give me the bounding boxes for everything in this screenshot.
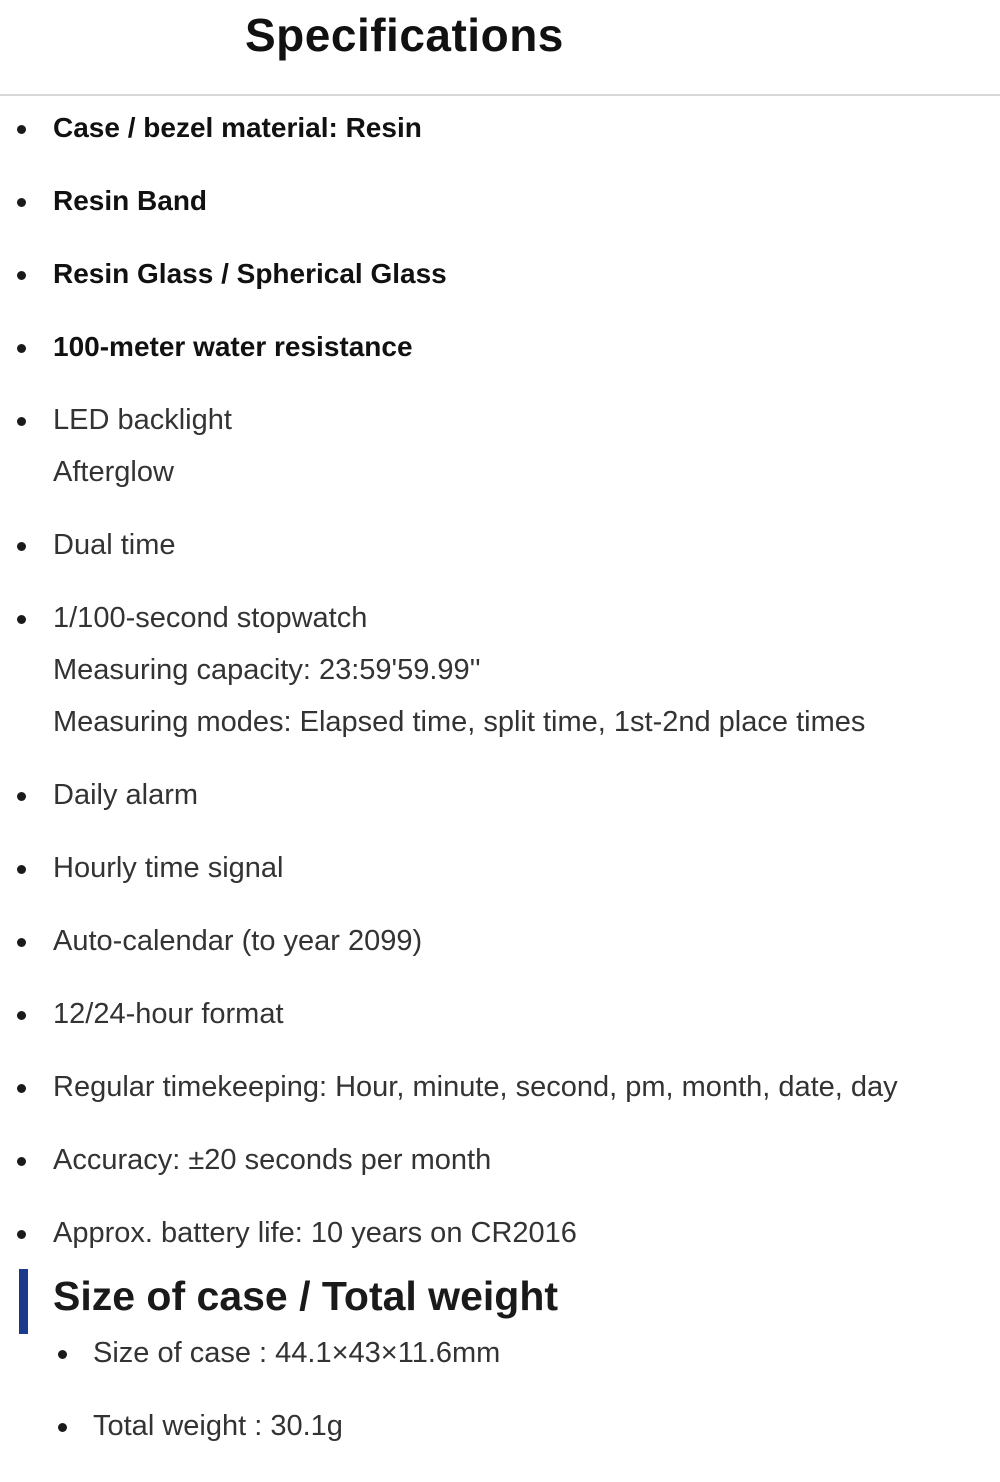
bullet-icon [17,938,26,947]
spec-line: Accuracy: ±20 seconds per month [53,1144,492,1176]
spec-subline: Measuring modes: Elapsed time, split time, 1st-2nd place times [53,706,866,738]
bullet-icon [17,792,26,801]
section-title: Size of case / Total weight [53,1273,559,1319]
spec-line: Dual time [53,529,176,561]
bullet-icon [17,1157,26,1166]
bullet-icon [17,1230,26,1239]
spec-line: LED backlight [53,404,232,436]
bullet-icon [17,417,26,426]
bullet-icon [17,344,26,353]
bullet-icon [17,1011,26,1020]
bullet-icon [17,198,26,207]
bullet-icon [17,1084,26,1093]
size-line: Size of case : 44.1×43×11.6mm [93,1337,501,1369]
bullet-icon [58,1350,67,1359]
size-line: Total weight : 30.1g [93,1410,343,1442]
spec-line: 1/100-second stopwatch [53,602,368,634]
spec-line: Auto-calendar (to year 2099) [53,925,423,957]
bullet-icon [17,542,26,551]
spec-line: Case / bezel material: Resin [53,112,422,143]
spec-subline: Measuring capacity: 23:59'59.99'' [53,654,481,686]
bullet-icon [17,615,26,624]
spec-line: 12/24-hour format [53,998,284,1030]
page-title: Specifications [245,9,564,61]
section-accent-bar [19,1269,28,1334]
spec-line: Approx. battery life: 10 years on CR2016 [53,1217,577,1249]
spec-line: Resin Glass / Spherical Glass [53,258,447,289]
page-header [0,0,1000,96]
bullet-icon [17,125,26,134]
spec-subline: Afterglow [53,456,174,488]
bullet-icon [58,1423,67,1432]
spec-line: Daily alarm [53,779,199,811]
spec-line: Resin Band [53,185,208,216]
bullet-icon [17,271,26,280]
bullet-icon [17,865,26,874]
spec-line: Regular timekeeping: Hour, minute, second, pm, month, date, day [53,1071,898,1103]
spec-line: 100-meter water resistance [53,331,413,362]
spec-line: Hourly time signal [53,852,284,884]
